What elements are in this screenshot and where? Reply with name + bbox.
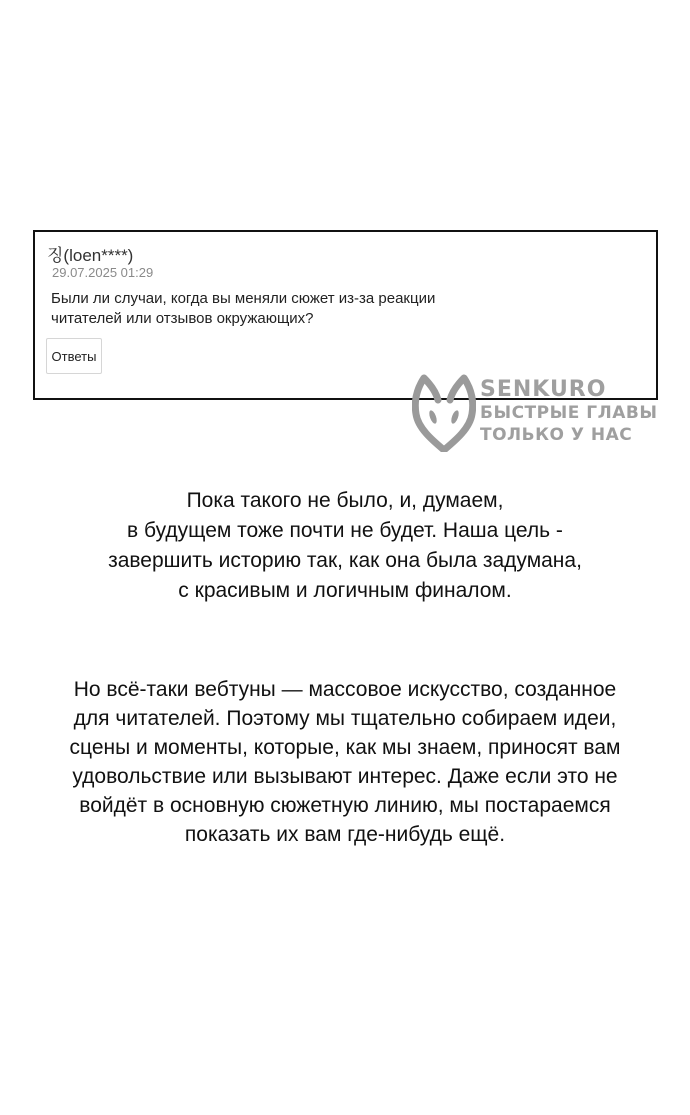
answer-line: сцены и моменты, которые, как мы знаем, приносят вам — [69, 736, 621, 759]
answer-paragraph-1 — [0, 486, 690, 606]
answer-line: Пока такого не было, и, думаем, — [186, 489, 504, 512]
watermark-tagline-line: БЫСТРЫЕ ГЛАВЫ — [480, 403, 658, 423]
watermark-tagline-line: ТОЛЬКО У НАС — [480, 425, 633, 445]
comment-body — [51, 289, 571, 329]
answer-line: с красивым и логичным финалом. — [178, 579, 512, 602]
answer-line: войдёт в основную сюжетную линию, мы постараемся — [79, 794, 611, 817]
answer-line: удовольствие или вызывают интерес. Даже если это не — [72, 765, 618, 788]
watermark-brand: SENKURO — [480, 377, 607, 402]
comment-card — [33, 230, 658, 400]
answer-line: показать их вам где-нибудь ещё. — [184, 823, 506, 846]
comment-author: 징(loen****) — [47, 246, 134, 265]
answer-line: для читателей. Поэтому мы тщательно собираем идеи, — [73, 707, 617, 730]
answer-line: завершить историю так, как она была задумана, — [108, 549, 582, 572]
answer-line: в будущем тоже почти не будет. Наша цель - — [127, 519, 563, 542]
comment-date: 29.07.2025 01:29 — [52, 265, 154, 280]
replies-button[interactable]: Ответы — [46, 338, 102, 374]
comment-body-line: читателей или отзывов окружающих? — [51, 310, 314, 327]
comment-body-line: Были ли случаи, когда вы меняли сюжет из-за реакции — [51, 290, 436, 307]
answer-line: Но всё-таки вебтуны — массовое искусство, созданное — [73, 678, 617, 701]
answer-paragraph-2 — [0, 675, 690, 849]
